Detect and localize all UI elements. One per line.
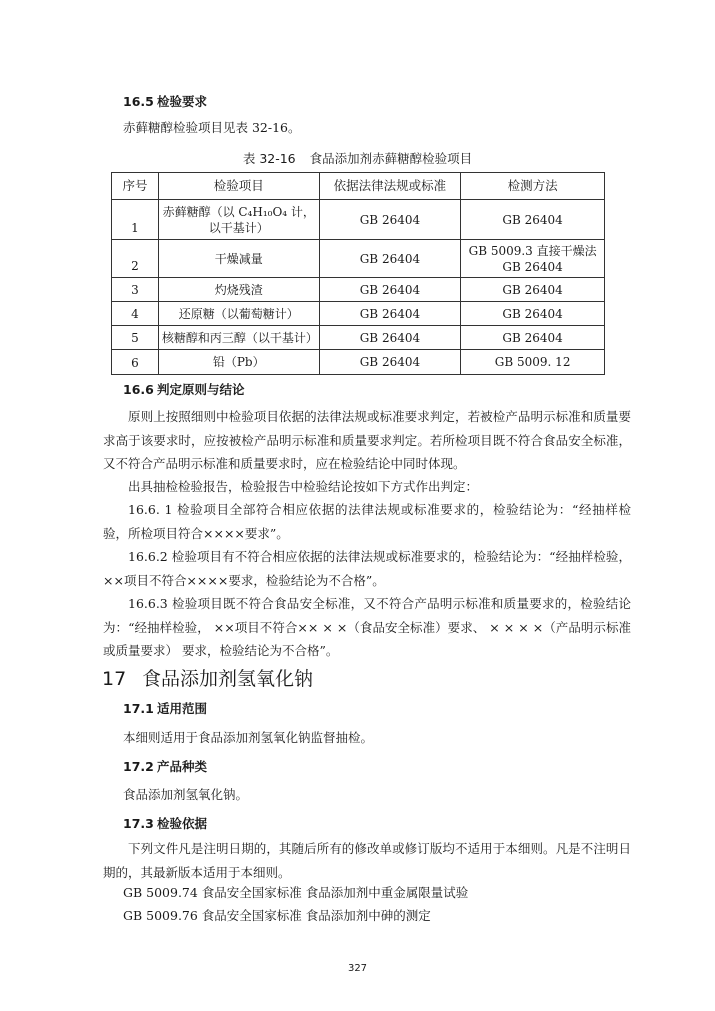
row-item: 核糖醇和丙三醇（以干基计） bbox=[158, 326, 319, 350]
section-heading-16-6 bbox=[123, 380, 245, 398]
row-item: 铅（Pb） bbox=[158, 350, 319, 375]
chapter-heading-17 bbox=[102, 664, 313, 691]
paragraph-17-3: 下列文件凡是注明日期的，其随后所有的修改单或修订版均不适用于本细则。凡是不注明日期的，其最新版本适用于本细则。 bbox=[103, 841, 631, 880]
reference-gb-5009-74: GB 5009.74 食品安全国家标准 食品添加剂中重金属限量试验 bbox=[123, 885, 469, 900]
section-number: 16.6 bbox=[123, 382, 154, 397]
row-method: GB 26404 bbox=[461, 278, 605, 302]
reference-gb-5009-76: GB 5009.76 食品安全国家标准 食品添加剂中砷的测定 bbox=[123, 908, 431, 923]
row-basis: GB 26404 bbox=[319, 240, 461, 278]
row-method: GB 26404 bbox=[461, 326, 605, 350]
section-number: 17.1 bbox=[123, 701, 154, 716]
row-basis: GB 26404 bbox=[319, 278, 461, 302]
section-heading-17-3 bbox=[123, 814, 207, 832]
row-item: 干燥减量 bbox=[158, 240, 319, 278]
row-no: 5 bbox=[112, 326, 159, 350]
paragraph-16-6-1: 16.6. 1 检验项目全部符合相应依据的法律法规或标准要求的，检验结论为：“经抽样检验，所检项目符合××××要求”。 bbox=[103, 502, 631, 541]
row-item-line: 赤藓糖醇（以 C₄H₁₀O₄ 计， bbox=[162, 204, 315, 219]
table-row bbox=[112, 350, 605, 375]
table-header-row bbox=[112, 173, 605, 200]
paragraph-16-6-2: 16.6.2 检验项目有不符合相应依据的法律法规或标准要求的，检验结论为：“经抽样检验，××项目不符合××××要求，检验结论为不合格”。 bbox=[103, 549, 631, 588]
row-item-line: 以干基计） bbox=[208, 220, 269, 235]
row-item: 还原糖（以葡萄糖计） bbox=[158, 302, 319, 326]
table-row bbox=[112, 302, 605, 326]
row-method: GB 26404 bbox=[461, 200, 605, 240]
paragraph-17-1: 本细则适用于食品添加剂氢氧化钠监督抽检。 bbox=[123, 730, 374, 745]
row-method-line: GB 5009.3 直接干燥法 bbox=[468, 243, 597, 258]
chapter-number: 17 bbox=[102, 668, 127, 690]
section-heading-17-1 bbox=[123, 699, 207, 717]
row-method bbox=[461, 240, 605, 278]
row-no: 1 bbox=[112, 200, 159, 240]
chapter-title: 食品添加剂氢氧化钠 bbox=[142, 668, 314, 690]
table-caption-number: 表 32-16 bbox=[242, 151, 296, 166]
row-item bbox=[158, 200, 319, 240]
row-basis: GB 26404 bbox=[319, 302, 461, 326]
row-no: 3 bbox=[112, 278, 159, 302]
row-no: 2 bbox=[112, 240, 159, 278]
row-method: GB 5009. 12 bbox=[461, 350, 605, 375]
row-no: 6 bbox=[112, 350, 159, 375]
table-caption bbox=[0, 149, 715, 167]
page-number: 327 bbox=[347, 963, 368, 974]
header-item: 检验项目 bbox=[158, 173, 319, 200]
table-row bbox=[112, 326, 605, 350]
section-number: 17.2 bbox=[123, 759, 154, 774]
section-title: 产品种类 bbox=[157, 759, 208, 774]
table-row bbox=[112, 200, 605, 240]
header-no: 序号 bbox=[112, 173, 159, 200]
section-number: 16.5 bbox=[123, 94, 154, 109]
section-title: 适用范围 bbox=[157, 701, 208, 716]
section-heading-17-2 bbox=[123, 757, 207, 775]
inspection-items-table bbox=[111, 172, 605, 375]
row-method-line: GB 26404 bbox=[502, 259, 563, 274]
section-number: 17.3 bbox=[123, 816, 154, 831]
header-method: 检测方法 bbox=[461, 173, 605, 200]
row-item: 灼烧残渣 bbox=[158, 278, 319, 302]
table-row bbox=[112, 240, 605, 278]
row-method: GB 26404 bbox=[461, 302, 605, 326]
row-basis: GB 26404 bbox=[319, 326, 461, 350]
section-title: 判定原则与结论 bbox=[157, 382, 245, 397]
section-heading-16-5 bbox=[123, 92, 207, 110]
table-caption-title: 食品添加剂赤藓糖醇检验项目 bbox=[309, 151, 473, 166]
paragraph-16-6-report: 出具抽检检验报告，检验报告中检验结论按如下方式作出判定： bbox=[128, 479, 479, 494]
paragraph-16-6-3: 16.6.3 检验项目既不符合食品安全标准，又不符合产品明示标准和质量要求的，检验结论为：“经抽样检验， ××项目不符合×× × ×（食品安全标准）要求、 × × × ×（产品明示标准或质量要求） 要求，检验结论为不合格”。 bbox=[103, 596, 631, 658]
paragraph-17-2: 食品添加剂氢氧化钠。 bbox=[123, 787, 249, 802]
table-row bbox=[112, 278, 605, 302]
paragraph-16-6-principle: 原则上按照细则中检验项目依据的法律法规或标准要求判定，若被检产品明示标准和质量要求高于该要求时，应按被检产品明示标准和质量要求判定。若所检项目既不符合食品安全标准，又不符合产品明示标准和质量要求时，应在检验结论中同时体现。 bbox=[103, 409, 631, 471]
row-basis: GB 26404 bbox=[319, 200, 461, 240]
section-title: 检验要求 bbox=[157, 94, 208, 109]
header-basis: 依据法律法规或标准 bbox=[319, 173, 461, 200]
row-no: 4 bbox=[112, 302, 159, 326]
paragraph-16-5: 赤藓糖醇检验项目见表 32-16。 bbox=[123, 120, 301, 135]
row-basis: GB 26404 bbox=[319, 350, 461, 375]
section-title: 检验依据 bbox=[157, 816, 208, 831]
